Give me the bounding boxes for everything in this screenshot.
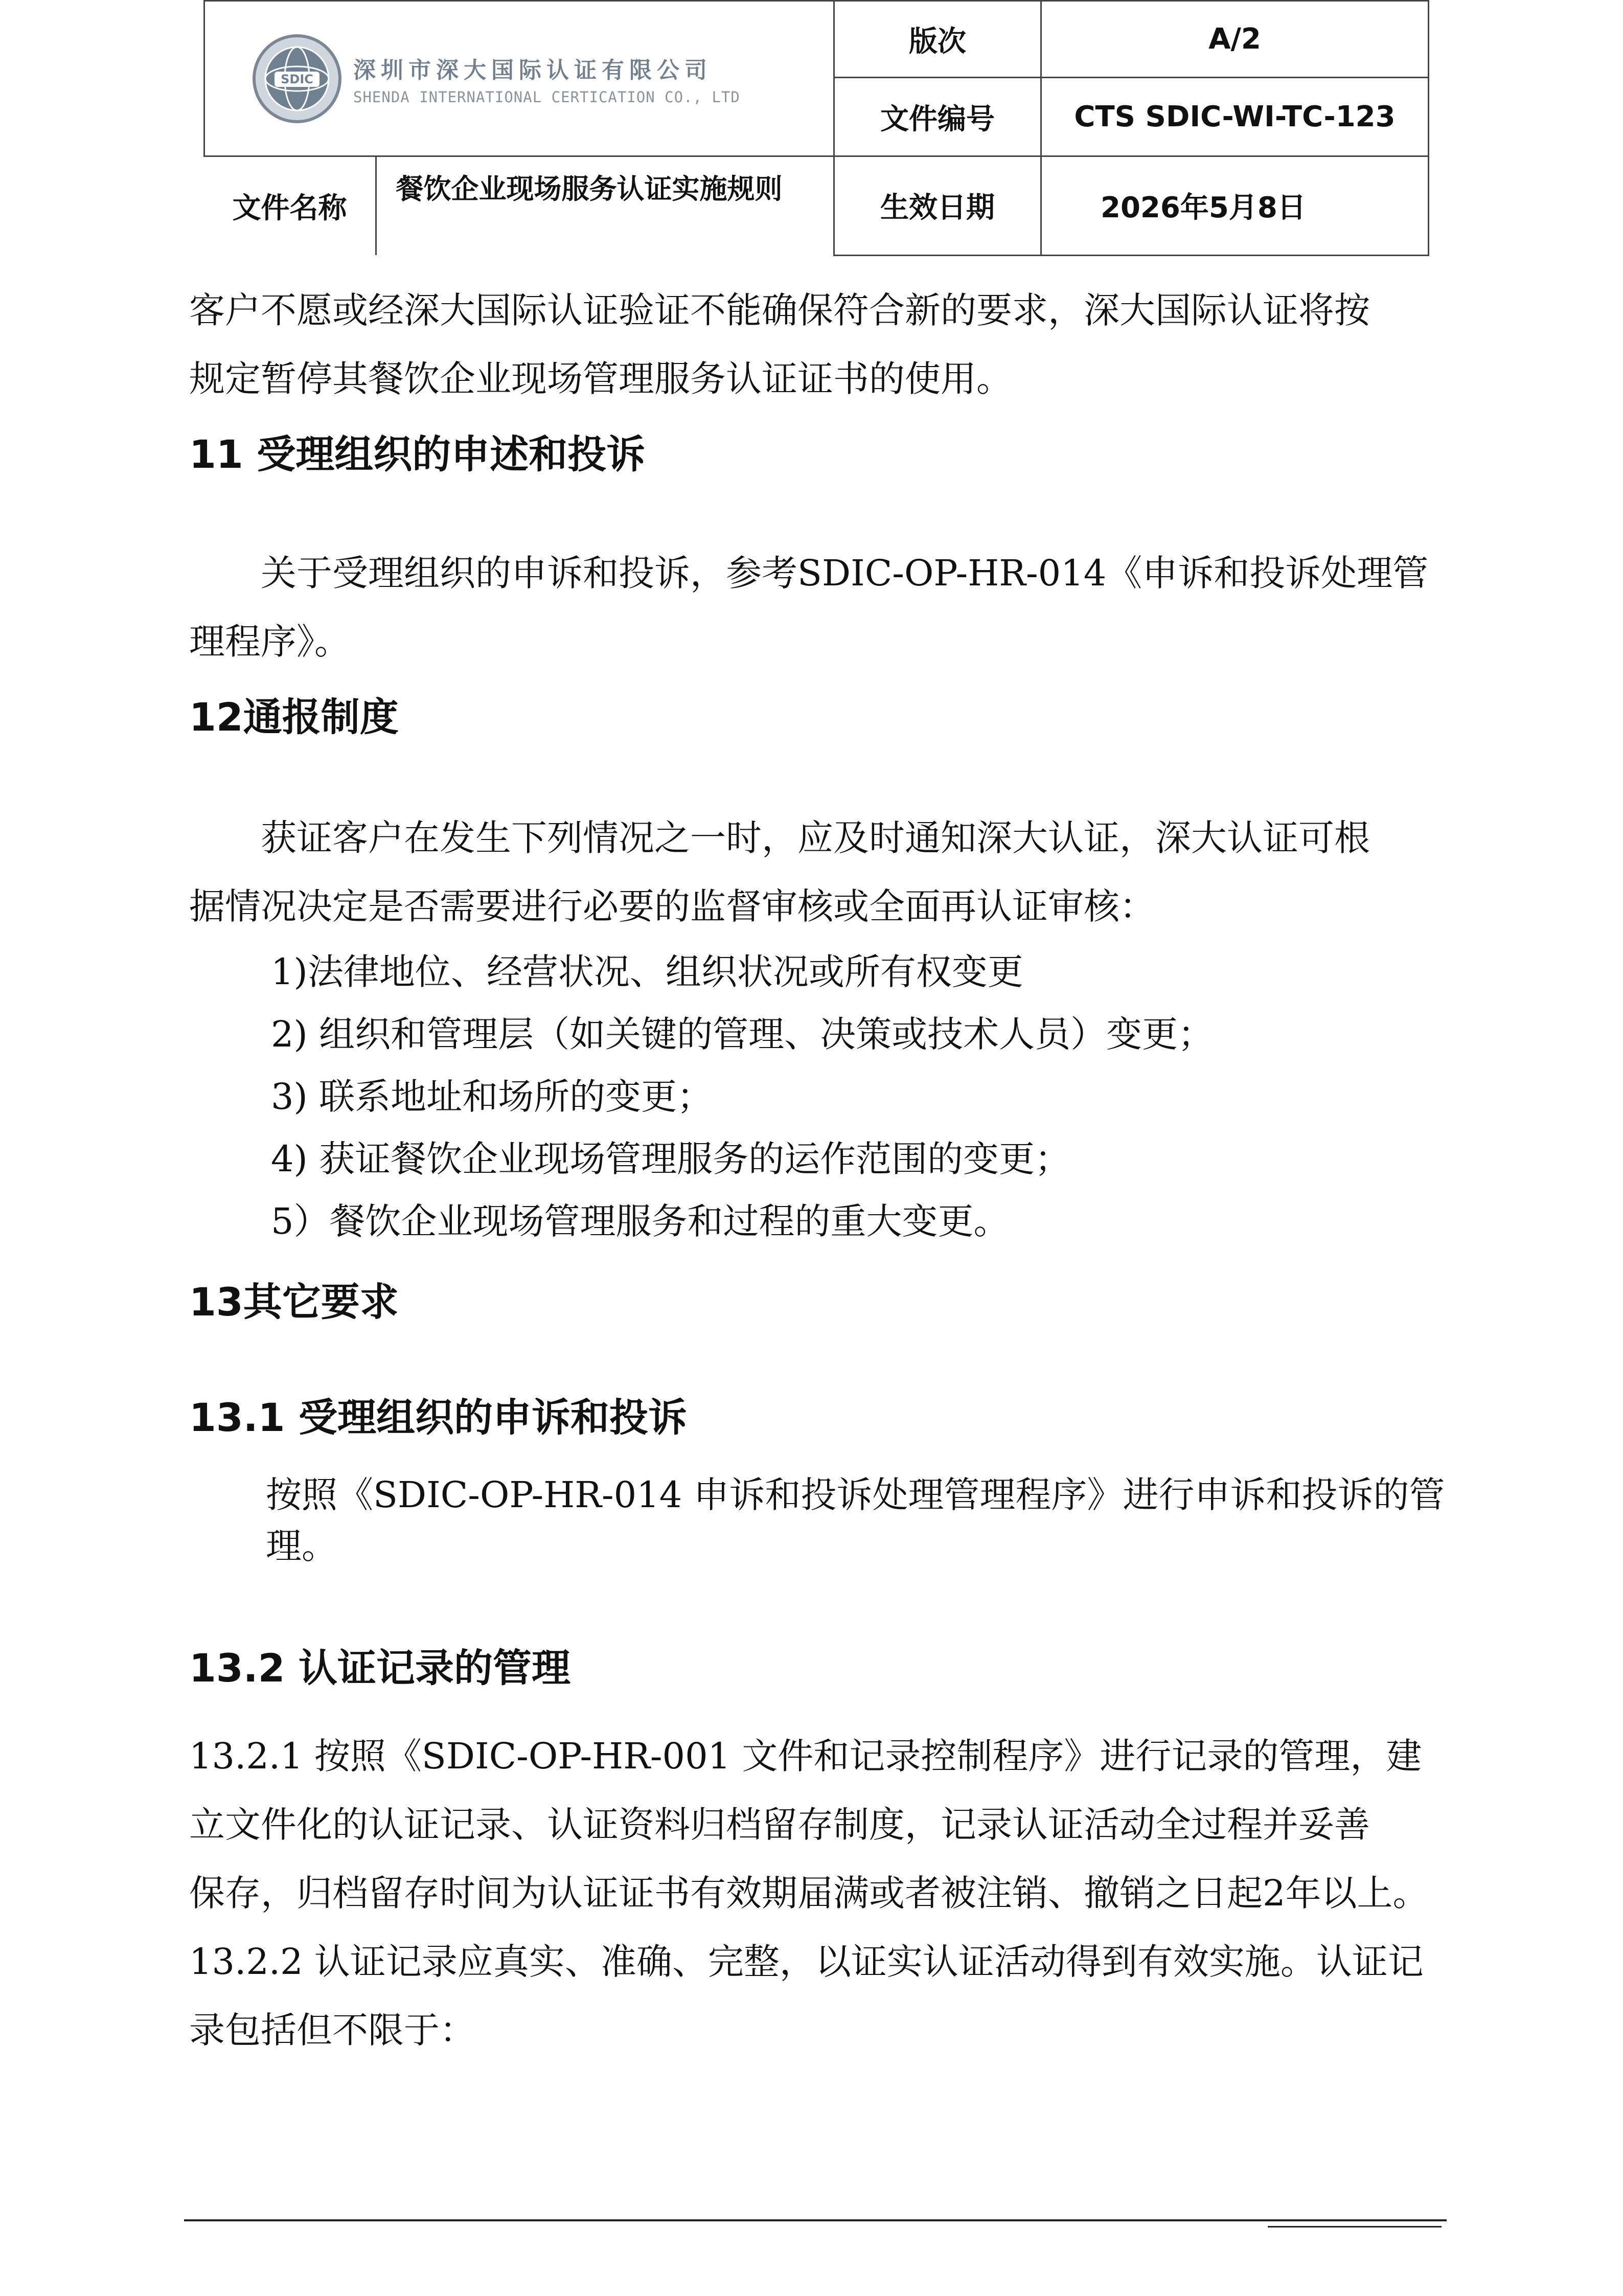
- doc-name-label: 文件名称: [204, 157, 377, 255]
- doc-name-row: [204, 156, 834, 256]
- version-label: 版次: [834, 1, 1041, 78]
- effective-date-label: 生效日期: [834, 156, 1041, 256]
- list-item: 1)法律地位、经营状况、组织状况或所有权变更: [271, 951, 1023, 993]
- company-logo-icon: [251, 33, 343, 125]
- paragraph: 录包括但不限于：: [189, 2009, 475, 2051]
- paragraph: 理程序》。: [189, 621, 350, 663]
- footer-divider-short: [1268, 2226, 1442, 2227]
- list-item: 2) 组织和管理层（如关键的管理、决策或技术人员）变更；: [271, 1013, 1214, 1055]
- paragraph: 按照《SDIC-OP-HR-014 申诉和投诉处理管理程序》进行申诉和投诉的管: [266, 1474, 1445, 1516]
- document-header-table: [203, 0, 1429, 256]
- paragraph: 关于受理组织的申诉和投诉，参考SDIC-OP-HR-014《申诉和投诉处理管: [261, 552, 1429, 594]
- company-name-cn: 深圳市深大国际认证有限公司: [353, 57, 712, 83]
- paragraph: 13.2.1 按照《SDIC-OP-HR-001 文件和记录控制程序》进行记录的管理，建: [189, 1735, 1422, 1777]
- list-item: 5）餐饮企业现场管理服务和过程的重大变更。: [271, 1200, 1010, 1242]
- document-body: [189, 276, 1462, 2064]
- doc-no-value: CTS SDIC-WI-TC-123: [1041, 78, 1429, 156]
- section-heading-13: 13其它要求: [189, 1279, 399, 1325]
- doc-name-value: 餐饮企业现场服务认证实施规则: [396, 173, 783, 205]
- doc-no-label: 文件编号: [834, 78, 1041, 156]
- company-name-en: SHENDA INTERNATIONAL CERTICATION CO., LTD: [353, 88, 740, 106]
- footer-divider: [184, 2219, 1447, 2221]
- paragraph: 理。: [266, 1525, 337, 1567]
- section-heading-13-1: 13.1 受理组织的申诉和投诉: [189, 1395, 687, 1440]
- paragraph: 据情况决定是否需要进行必要的监督审核或全面再认证审核：: [189, 885, 1155, 927]
- effective-date-value: 2026年5月8日: [1041, 156, 1429, 256]
- paragraph: 获证客户在发生下列情况之一时，应及时通知深大认证，深大认证可根: [261, 817, 1370, 859]
- company-logo-cell: [204, 1, 834, 156]
- paragraph: 保存，归档留存时间为认证证书有效期届满或者被注销、撤销之日起2年以上。: [189, 1872, 1429, 1914]
- section-heading-13-2: 13.2 认证记录的管理: [189, 1645, 570, 1691]
- list-item: 4) 获证餐饮企业现场管理服务的运作范围的变更；: [271, 1138, 1071, 1180]
- section-heading-11: 11 受理组织的申述和投诉: [189, 431, 646, 477]
- section-heading-12: 12通报制度: [189, 694, 399, 740]
- logo-mark-text: SDIC: [281, 72, 313, 86]
- list-item: 3) 联系地址和场所的变更；: [271, 1076, 713, 1118]
- paragraph: 规定暂停其餐饮企业现场管理服务认证证书的使用。: [189, 358, 1012, 400]
- paragraph: 客户不愿或经深大国际认证验证不能确保符合新的要求，深大国际认证将按: [189, 289, 1370, 331]
- version-value: A/2: [1041, 1, 1429, 78]
- paragraph: 立文件化的认证记录、认证资料归档留存制度，记录认证活动全过程并妥善: [189, 1804, 1370, 1846]
- paragraph: 13.2.2 认证记录应真实、准确、完整，以证实认证活动得到有效实施。认证记: [189, 1941, 1424, 1983]
